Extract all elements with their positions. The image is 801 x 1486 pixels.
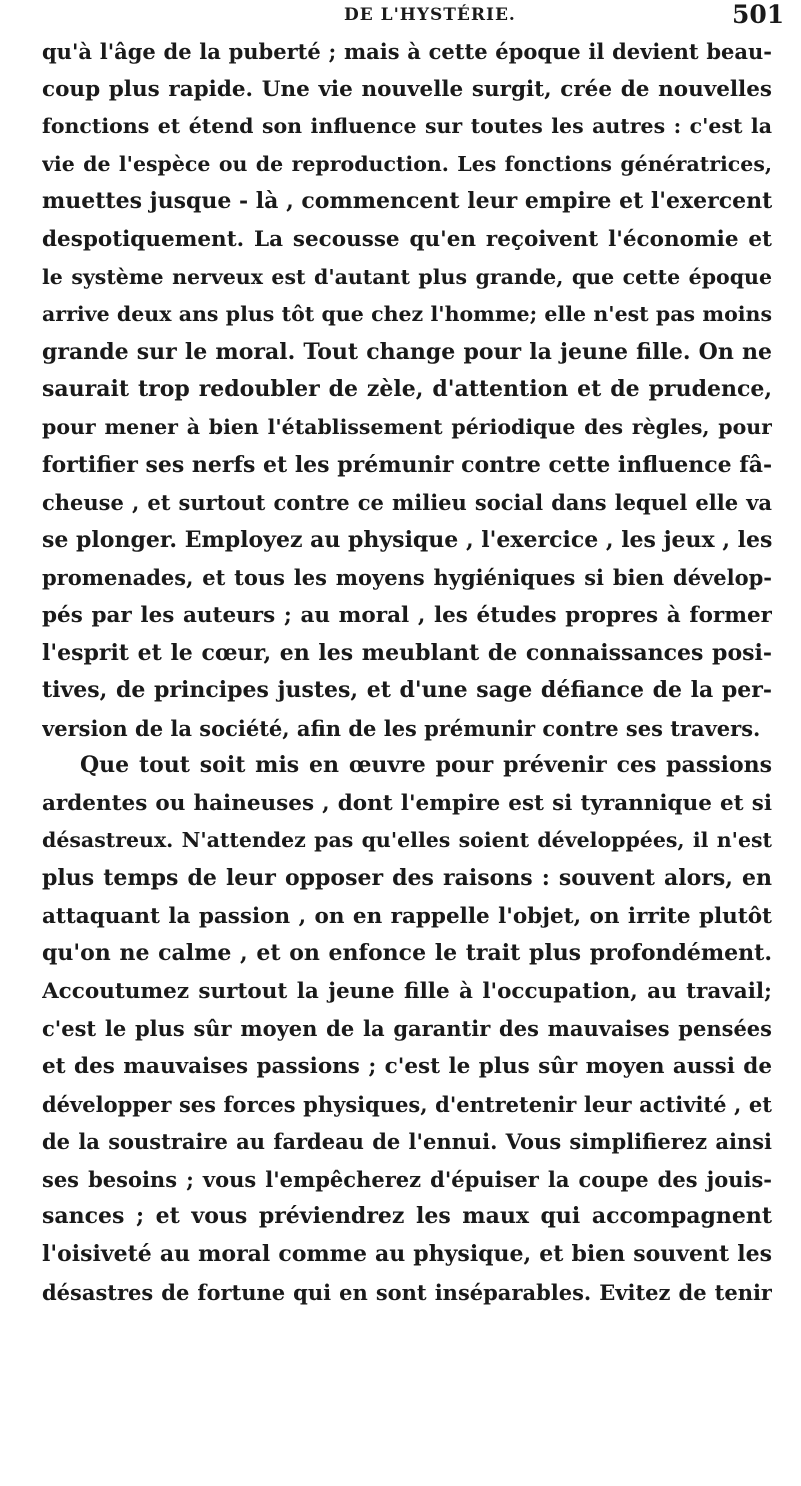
text-line: arrive deux ans plus tôt que chez l'homme; elle n'est pas moins (42, 302, 772, 327)
text-line: pour mener à bien l'établissement périodique des règles, pour (42, 414, 772, 439)
text-line: désastreux. N'attendez pas qu'elles soient développées, il n'est (42, 828, 772, 853)
text-line: promenades, et tous les moyens hygiéniques si bien dévelop- (42, 565, 772, 591)
text-line: de la soustraire au fardeau de l'ennui. Vous simplifierez ainsi (42, 1129, 772, 1155)
text-line: grande sur le moral. Tout change pour la jeune fille. On ne (42, 338, 772, 365)
text-line: plus temps de leur opposer des raisons : souvent alors, en (42, 865, 772, 892)
text-line: c'est le plus sûr moyen de la garantir des mauvaises pensées (42, 1016, 772, 1042)
text-line: attaquant la passion , on en rappelle l'objet, on irrite plutôt (42, 903, 772, 929)
text-line: Accoutumez surtout la jeune fille à l'occupation, au travail; (42, 978, 772, 1004)
text-line: pés par les auteurs ; au moral , les études propres à former (42, 602, 772, 628)
text-line: tives, de principes justes, et d'une sage défiance de la per- (42, 677, 772, 704)
page-number: 501 (732, 0, 785, 29)
text-line: développer ses forces physiques, d'entretenir leur activité , et (42, 1091, 772, 1117)
text-line: sances ; et vous préviendrez les maux qui accompagnent (42, 1203, 772, 1230)
text-line: l'oisiveté au moral comme au physique, et bien souvent les (42, 1241, 772, 1267)
text-line: l'esprit et le cœur, en les meublant de connaissances posi- (42, 639, 772, 666)
text-line: ardentes ou haineuses , dont l'empire est si tyrannique et si (42, 790, 772, 816)
text-line: fonctions et étend son influence sur toutes les autres : c'est la (42, 114, 772, 139)
text-line: despotiquement. La secousse qu'en reçoivent l'économie et (42, 226, 772, 252)
text-line: cheuse , et surtout contre ce milieu social dans lequel elle va (42, 490, 772, 516)
text-line: vie de l'espèce ou de reproduction. Les fonctions génératrices, (42, 151, 772, 176)
running-head: DE L'HYSTÉRIE. (344, 5, 516, 25)
text-line: désastres de fortune qui en sont inséparables. Evitez de tenir (42, 1279, 772, 1305)
text-line: le système nerveux est d'autant plus grande, que cette époque (42, 264, 772, 289)
text-line: version de la société, afin de les prémunir contre ses travers. (42, 715, 761, 741)
text-line: se plonger. Employez au physique , l'exercice , les jeux , les (42, 526, 772, 553)
text-line: ses besoins ; vous l'empêcherez d'épuiser la coupe des jouis- (42, 1166, 772, 1192)
text-line: qu'on ne calme , et on enfonce le trait plus profondément. (42, 940, 772, 967)
text-line: Que tout soit mis en œuvre pour prévenir ces passions (80, 752, 772, 779)
text-line: qu'à l'âge de la puberté ; mais à cette époque il devient beau- (42, 39, 772, 64)
text-line: et des mauvaises passions ; c'est le plus sûr moyen aussi de (42, 1054, 772, 1080)
text-line: fortifier ses nerfs et les prémunir contre cette influence fâ- (42, 451, 772, 478)
text-line: saurait trop redoubler de zèle, d'attention et de prudence, (42, 376, 772, 403)
text-line: muettes jusque - là , commencent leur empire et l'exercent (42, 188, 772, 215)
text-line: coup plus rapide. Une vie nouvelle surgit, crée de nouvelles (42, 76, 772, 102)
body-text (42, 33, 772, 1311)
